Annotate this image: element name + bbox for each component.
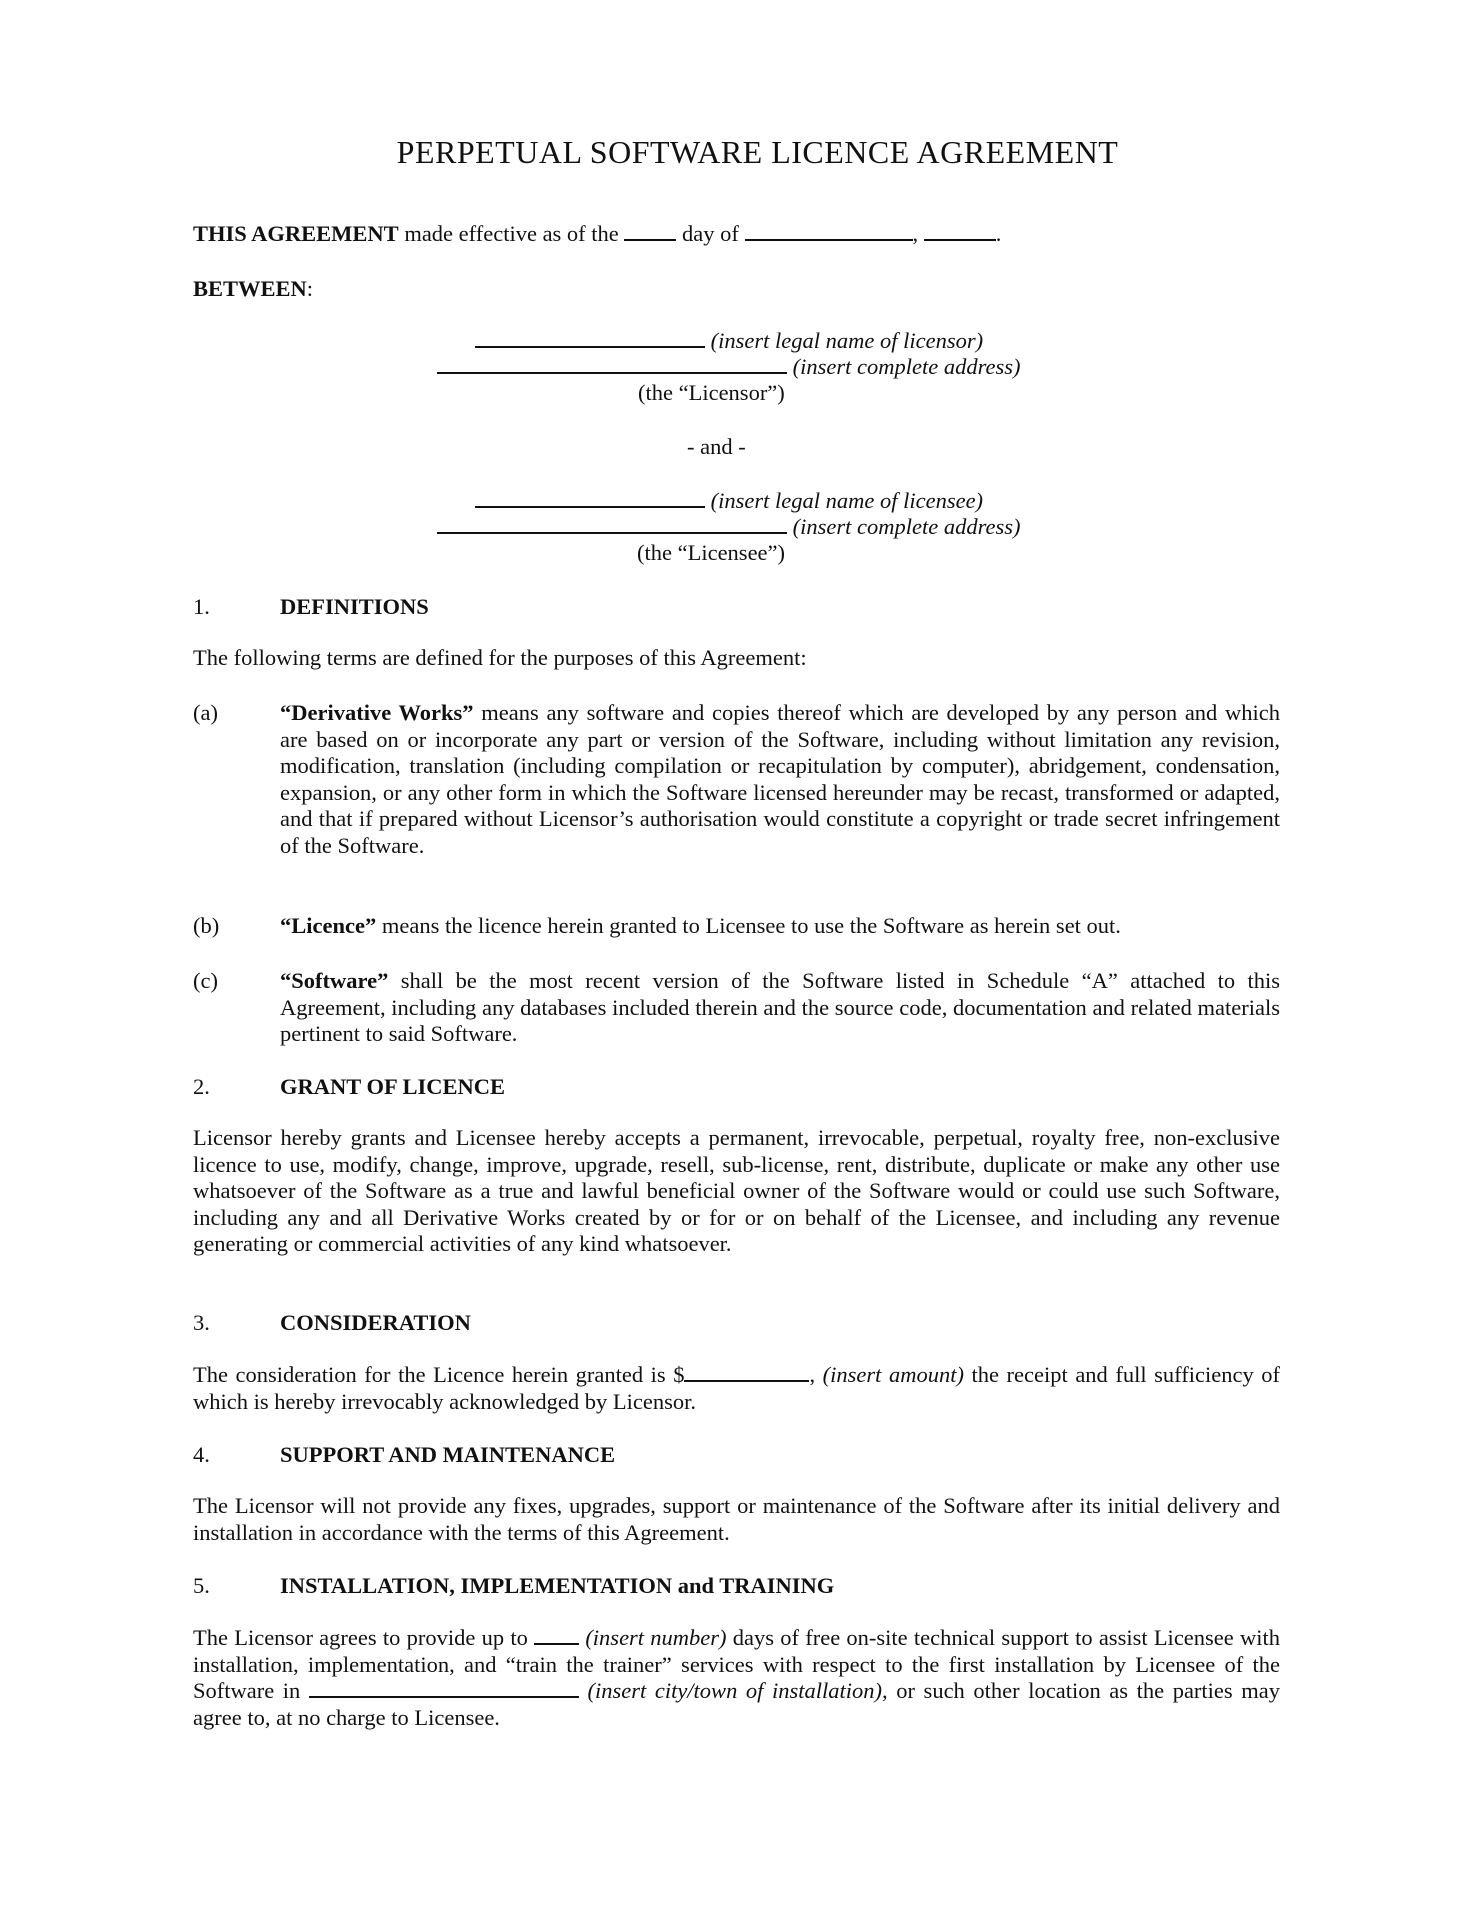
section-3-text-after: the receipt and full sufficiency of which is hereby irrevocably acknowledged by Licensor. — [193, 1362, 1280, 1414]
section-3-body — [193, 1362, 1280, 1415]
days-blank[interactable] — [534, 1625, 579, 1645]
amount-hint: (insert amount) — [822, 1362, 964, 1387]
section-5-text-before: The Licensor agrees to provide up to — [193, 1625, 535, 1650]
intro-lead: THIS AGREEMENT — [193, 221, 399, 246]
licensee-name-line — [475, 488, 983, 515]
licensor-name-blank[interactable] — [475, 328, 705, 348]
licensor-address-hint: (insert complete address) — [792, 354, 1021, 379]
section-2-heading: GRANT OF LICENCE — [280, 1074, 506, 1099]
definition-a-text: means any software and copies thereof which are developed by any person and which are based on or incorporate any part or version of the Software, including without limitation any revision, modification, translation (including compilation or recapitulation by computer), abridgement, condensation, expansion, or any other form in which the Software licensed hereunder may be recast, transformed or adapted, and that if prepared without Licensor’s authorisation would constitute a copyright or trade secret infringement of the Software. — [280, 700, 1281, 858]
amount-blank[interactable] — [684, 1362, 809, 1382]
definition-c-label: (c) — [193, 968, 218, 993]
definition-b-text: means the licence herein granted to Licensee to use the Software as herein set out. — [376, 913, 1121, 938]
year-blank[interactable] — [924, 221, 996, 241]
section-1-number: 1. — [193, 594, 210, 619]
intro-sep: , — [912, 221, 919, 246]
licensee-address-line — [437, 514, 1021, 541]
section-5-body — [193, 1625, 1280, 1731]
between-colon: : — [306, 276, 314, 301]
definition-a-term: “Derivative Works” — [280, 700, 474, 725]
section-2-body: Licensor hereby grants and Licensee hereby accepts a permanent, irrevocable, perpetual, royalty free, non-exclusive licence to use, modify, change, improve, upgrade, resell, sub-license, rent, distribute, duplicate or make any other use whatsoever of the Software as a true and lawful beneficial owner of the Software would or could use such Software, including any and all Derivative Works created by or for or on behalf of the Licensee, and including any revenue generating or commercial activities of any kind whatsoever. — [193, 1125, 1280, 1256]
definition-b — [280, 913, 1280, 940]
licensee-name-hint: (insert legal name of licensee) — [710, 488, 984, 513]
section-3-comma: , — [809, 1362, 823, 1387]
intro-end: . — [995, 221, 1002, 246]
section-2-number: 2. — [193, 1074, 210, 1099]
section-1-intro: The following terms are defined for the purposes of this Agreement: — [193, 645, 807, 670]
document-title: PERPETUAL SOFTWARE LICENCE AGREEMENT — [396, 134, 1119, 170]
licensor-defined: (the “Licensor”) — [638, 380, 785, 405]
licensor-address-blank[interactable] — [437, 354, 787, 374]
intro-text-2: day of — [676, 221, 745, 246]
section-3-number: 3. — [193, 1310, 210, 1335]
section-3-text-before: The consideration for the Licence herein granted is $ — [193, 1362, 685, 1387]
section-5-text-after: , or such other location as the parties may agree to, at no charge to Licensee. — [193, 1678, 1280, 1730]
licensor-name-line — [475, 328, 983, 355]
definition-c — [280, 968, 1280, 1048]
day-blank[interactable] — [624, 221, 676, 241]
definition-b-term: “Licence” — [280, 913, 377, 938]
section-3-heading: CONSIDERATION — [280, 1310, 471, 1335]
definition-b-label: (b) — [193, 913, 220, 938]
definition-a-label: (a) — [193, 700, 218, 725]
city-hint: (insert city/town of installation) — [587, 1678, 883, 1703]
section-4-body: The Licensor will not provide any fixes, upgrades, support or maintenance of the Software after its initial delivery and installation in accordance with the terms of this Agreement. — [193, 1493, 1280, 1545]
and-separator: - and - — [687, 434, 746, 459]
definition-c-term: “Software” — [280, 968, 389, 993]
month-blank[interactable] — [745, 221, 913, 241]
licensor-name-hint: (insert legal name of licensor) — [710, 328, 984, 353]
licensee-defined: (the “Licensee”) — [637, 540, 786, 565]
between-label: BETWEEN — [193, 276, 307, 301]
days-hint: (insert number) — [585, 1625, 727, 1650]
between-line — [193, 276, 313, 303]
city-blank[interactable] — [309, 1678, 579, 1698]
definition-a — [280, 700, 1280, 859]
licensor-address-line — [437, 354, 1021, 381]
licensee-name-blank[interactable] — [475, 488, 705, 508]
section-5-heading: INSTALLATION, IMPLEMENTATION and TRAINING — [280, 1573, 835, 1598]
section-4-heading: SUPPORT AND MAINTENANCE — [280, 1442, 616, 1467]
section-5-text-mid: days of free on-site technical support to assist Licensee with installation, implementation, and “train the trainer” services with respect to the first installation by Licensee of the Software in — [193, 1625, 1281, 1703]
section-4-number: 4. — [193, 1442, 210, 1467]
intro-text-1: made effective as of the — [398, 221, 625, 246]
licensee-address-hint: (insert complete address) — [792, 514, 1021, 539]
section-1-heading: DEFINITIONS — [280, 594, 429, 619]
definition-c-text: shall be the most recent version of the Software listed in Schedule “A” attached to this Agreement, including any databases included therein and the source code, documentation and related materials pertinent to said Software. — [280, 968, 1280, 1046]
section-5-number: 5. — [193, 1573, 210, 1598]
intro-line — [193, 221, 1001, 248]
licensee-address-blank[interactable] — [437, 514, 787, 534]
